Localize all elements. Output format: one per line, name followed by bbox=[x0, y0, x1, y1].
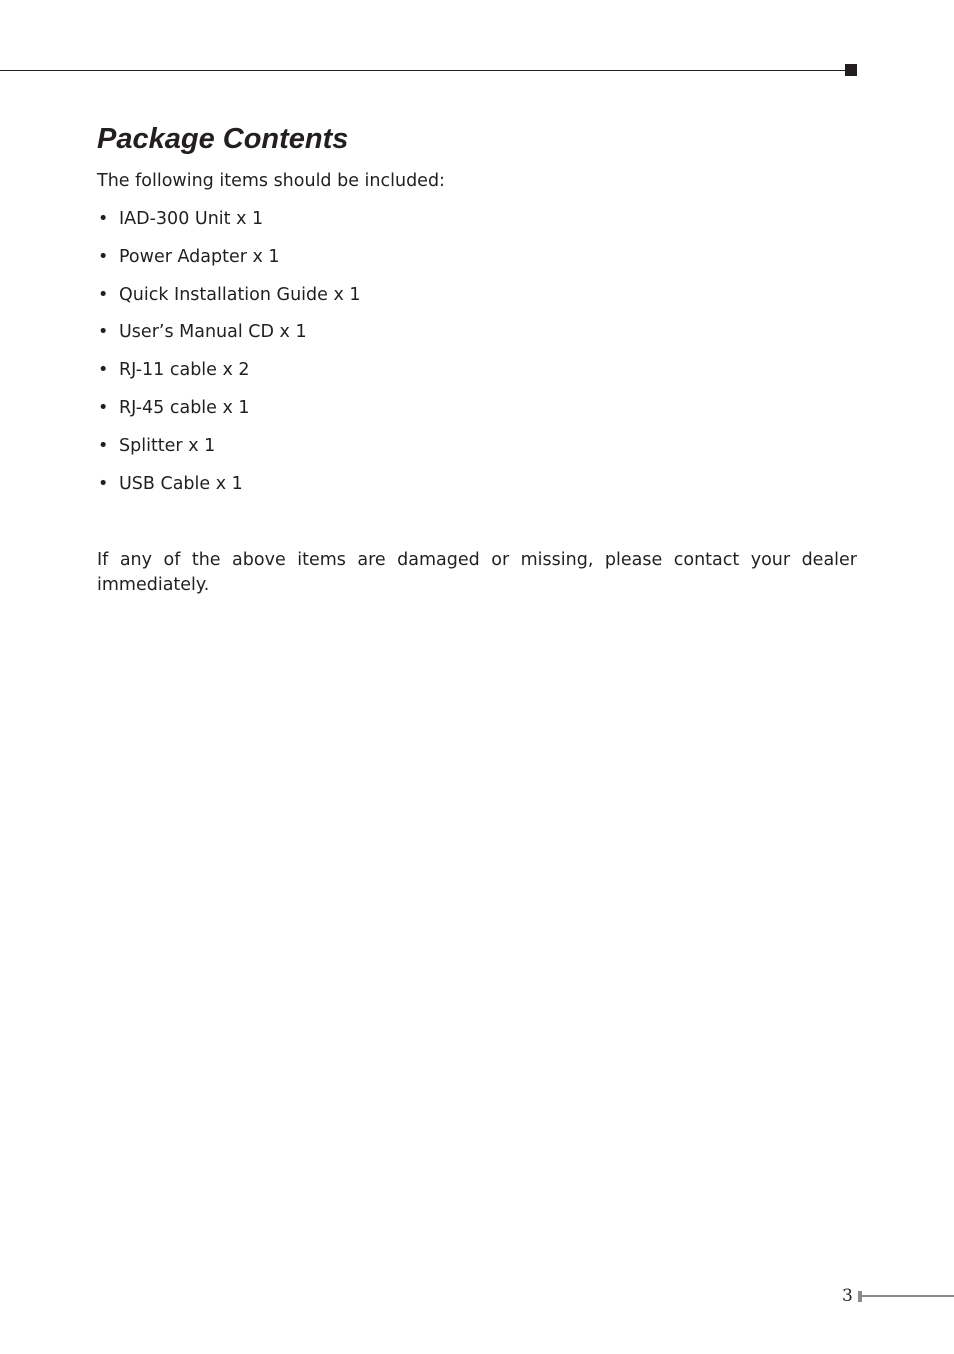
list-item-text: RJ-11 cable x 2 bbox=[119, 360, 250, 381]
list-item-text: User’s Manual CD x 1 bbox=[119, 322, 307, 343]
list-item-text: IAD-300 Unit x 1 bbox=[119, 209, 264, 229]
bullet-icon: • bbox=[98, 322, 109, 343]
footer-rule bbox=[862, 1295, 954, 1297]
list-item bbox=[97, 207, 361, 245]
bullet-icon: • bbox=[98, 284, 109, 305]
intro-text: The following items should be included: bbox=[97, 171, 445, 191]
bullet-icon: • bbox=[98, 209, 109, 229]
header-rule bbox=[0, 70, 846, 71]
bullet-icon: • bbox=[98, 397, 109, 418]
damage-notice: If any of the above items are damaged or missing, please contact your dealer immediately. bbox=[97, 550, 857, 595]
list-item bbox=[97, 472, 361, 510]
list-item bbox=[97, 320, 361, 358]
bullet-icon: • bbox=[98, 246, 109, 267]
bullet-icon: • bbox=[98, 360, 109, 381]
header-square-marker bbox=[845, 64, 857, 76]
list-item-text: Quick Installation Guide x 1 bbox=[119, 284, 361, 305]
bullet-icon: • bbox=[98, 473, 109, 494]
section-heading: Package Contents bbox=[97, 123, 349, 155]
list-item-text: RJ-45 cable x 1 bbox=[119, 397, 250, 418]
page-number: 3 bbox=[842, 1286, 853, 1306]
list-item bbox=[97, 434, 361, 472]
list-item bbox=[97, 396, 361, 434]
list-item-text: USB Cable x 1 bbox=[119, 473, 243, 494]
bullet-icon: • bbox=[98, 435, 109, 456]
list-item-text: Splitter x 1 bbox=[119, 435, 216, 456]
list-item bbox=[97, 283, 361, 321]
list-item bbox=[97, 245, 361, 283]
list-item bbox=[97, 358, 361, 396]
list-item-text: Power Adapter x 1 bbox=[119, 246, 280, 267]
package-items-list bbox=[97, 207, 361, 509]
